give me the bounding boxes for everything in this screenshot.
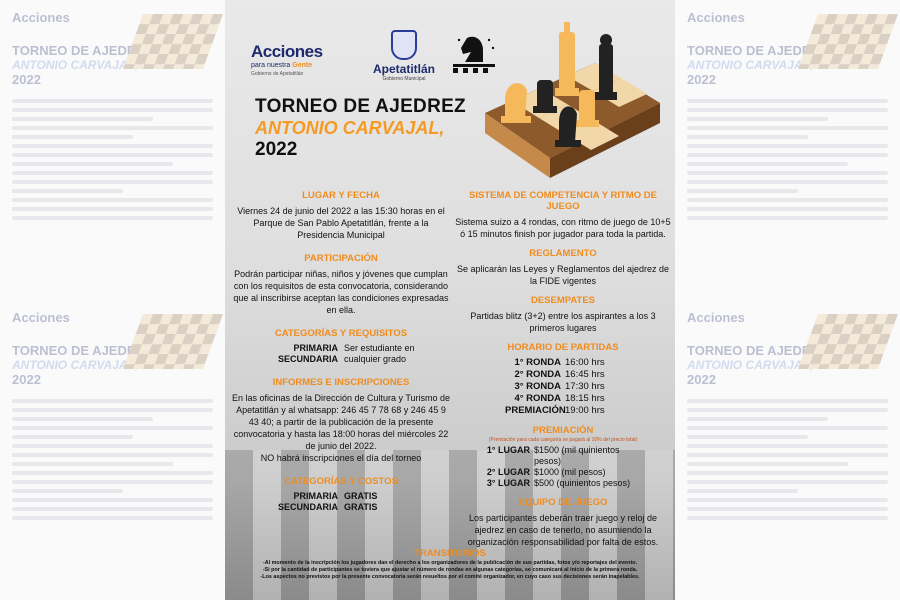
page-title: TORNEO DE AJEDREZ ANTONIO CARVAJAL, 2022 <box>255 96 466 160</box>
schedule-label: 3° RONDA <box>514 381 561 392</box>
premiacion-section: PREMIACIÓN (Premiación para cada categoría se pagará al 10% del precio total) 1° LUGAR $1500 (mil quinientos pesos) 2° LUGAR $1000 (mil pesos) 3° LUGAR $500 (quinientos pesos) <box>455 425 671 489</box>
apetatitlan-logo: Apetatitlán Gobierno Municipal <box>367 30 441 82</box>
schedule-label: 1° RONDA <box>514 357 561 368</box>
schedule-label: 2° RONDA <box>514 369 561 380</box>
faded-tile-bottom-right: Acciones TORNEO DE AJEDREZ ANTONIO CARVAJAL, 2022 <box>675 300 900 600</box>
schedule-time: 17:30 hrs <box>565 381 605 392</box>
schedule-time: 16:45 hrs <box>565 369 605 380</box>
schedule-time: 16:00 hrs <box>565 357 605 368</box>
transitorios-section: TRANSITORIOS -Al momento de la inscripción los jugadores dan el derecho a los organizadores de la publicación de sus partidas, fotos y/o reportajes del evento. -Si por la cantidad de participantes se tuviera que ajustar el número de rondas en algunas categorías, se comunicará al inicio de la primera ronda. -Los aspectos no previstos por la presente convocatoria serán resueltos por el comité organizador, en cuyo caso sus decisiones serán inapelables. <box>260 548 640 580</box>
prize-label: 2° LUGAR <box>486 467 530 477</box>
categorias-section: CATEGORÍAS Y REQUISITOS PRIMARIA SECUNDARIA Ser estudiante en cualquier grado <box>274 328 415 364</box>
costos-section: CATEGORÍAS Y COSTOS PRIMARIA GRATIS SECUNDARIA GRATIS <box>277 476 398 512</box>
faded-tile-top-left: Acciones TORNEO DE AJEDREZ ANTONIO CARVAJAL, 2022 <box>0 0 225 300</box>
faded-tile-bottom-left: Acciones TORNEO DE AJEDREZ ANTONIO CARVAJAL, 2022 <box>0 300 225 600</box>
horario-section: HORARIO DE PARTIDAS 1° RONDA 16:00 hrs 2° RONDA 16:45 hrs 3° RONDA 17:30 hrs 4° RONDA 18:15 hrs PREMIACIÓN 19:00 hrs <box>455 342 671 417</box>
municipal-shield-icon <box>391 30 417 60</box>
lugar-section: LUGAR Y FECHA Viernes 24 de junio del 2022 a las 15:30 horas en el Parque de San Pablo Apetatitlán, frente a la Presidencia Municipal <box>237 190 445 240</box>
desempates-section: DESEMPATES Partidas blitz (3+2) entre los aspirantes a los 3 primeros lugares <box>470 295 656 333</box>
left-column <box>231 190 451 525</box>
right-column <box>455 190 671 560</box>
schedule-time: 18:15 hrs <box>565 393 605 404</box>
acciones-logo: Acciones para nuestra Gente Gobierno de Apetatitlán <box>251 42 323 77</box>
faded-tile-top-right: Acciones TORNEO DE AJEDREZ ANTONIO CARVAJAL, 2022 <box>675 0 900 300</box>
schedule-label: 4° RONDA <box>514 393 561 404</box>
reglamento-section: REGLAMENTO Se aplicarán las Leyes y Reglamentos del ajedrez de la FIDE vigentes <box>456 248 670 286</box>
informes-section: INFORMES E INSCRIPCIONES En las oficinas de la Dirección de Cultura y Turismo de Apetatitlán y al whatsapp: 246 45 7 78 68 y 246 45 9 43 40; a partir de la publicación de la presente convocatoria y hasta las 18:00 horas del miércoles 22 de junio del 2022. NO habrá inscripciones el día del torneo <box>231 377 451 463</box>
prize-amount: $500 (quinientos pesos) <box>534 478 631 488</box>
sistema-section: SISTEMA DE COMPETENCIA Y RITMO DE JUEGO Sistema suizo a 4 rondas, con ritmo de juego de 10+5 ó 15 minutos finish por jugador para toda la partida. <box>455 190 671 239</box>
schedule-label: PREMIACIÓN <box>505 405 566 416</box>
prize-amount: $1000 (mil pesos) <box>534 467 606 477</box>
poster <box>225 0 675 600</box>
prize-label: 3° LUGAR <box>486 478 530 488</box>
participacion-section: PARTICIPACIÓN Podrán participar niñas, niños y jóvenes que cumplan con los requisitos de esta convocatoria, considerando que al inscribirse aceptan las condiciones expresadas en ella. <box>233 253 449 315</box>
schedule-time: 19:00 hrs <box>565 405 605 416</box>
equipo-section: EQUIPO DE JUEGO Los participantes deberán traer juego y reloj de ajedrez en caso de tenerlo, no asumiendo la organización responsabilidad por falta de estos. <box>467 497 659 547</box>
prize-amount: $1500 (mil quinientos pesos) <box>534 445 620 466</box>
prize-label: 1° LUGAR <box>486 445 530 455</box>
chess-pieces-illustration <box>475 18 665 188</box>
